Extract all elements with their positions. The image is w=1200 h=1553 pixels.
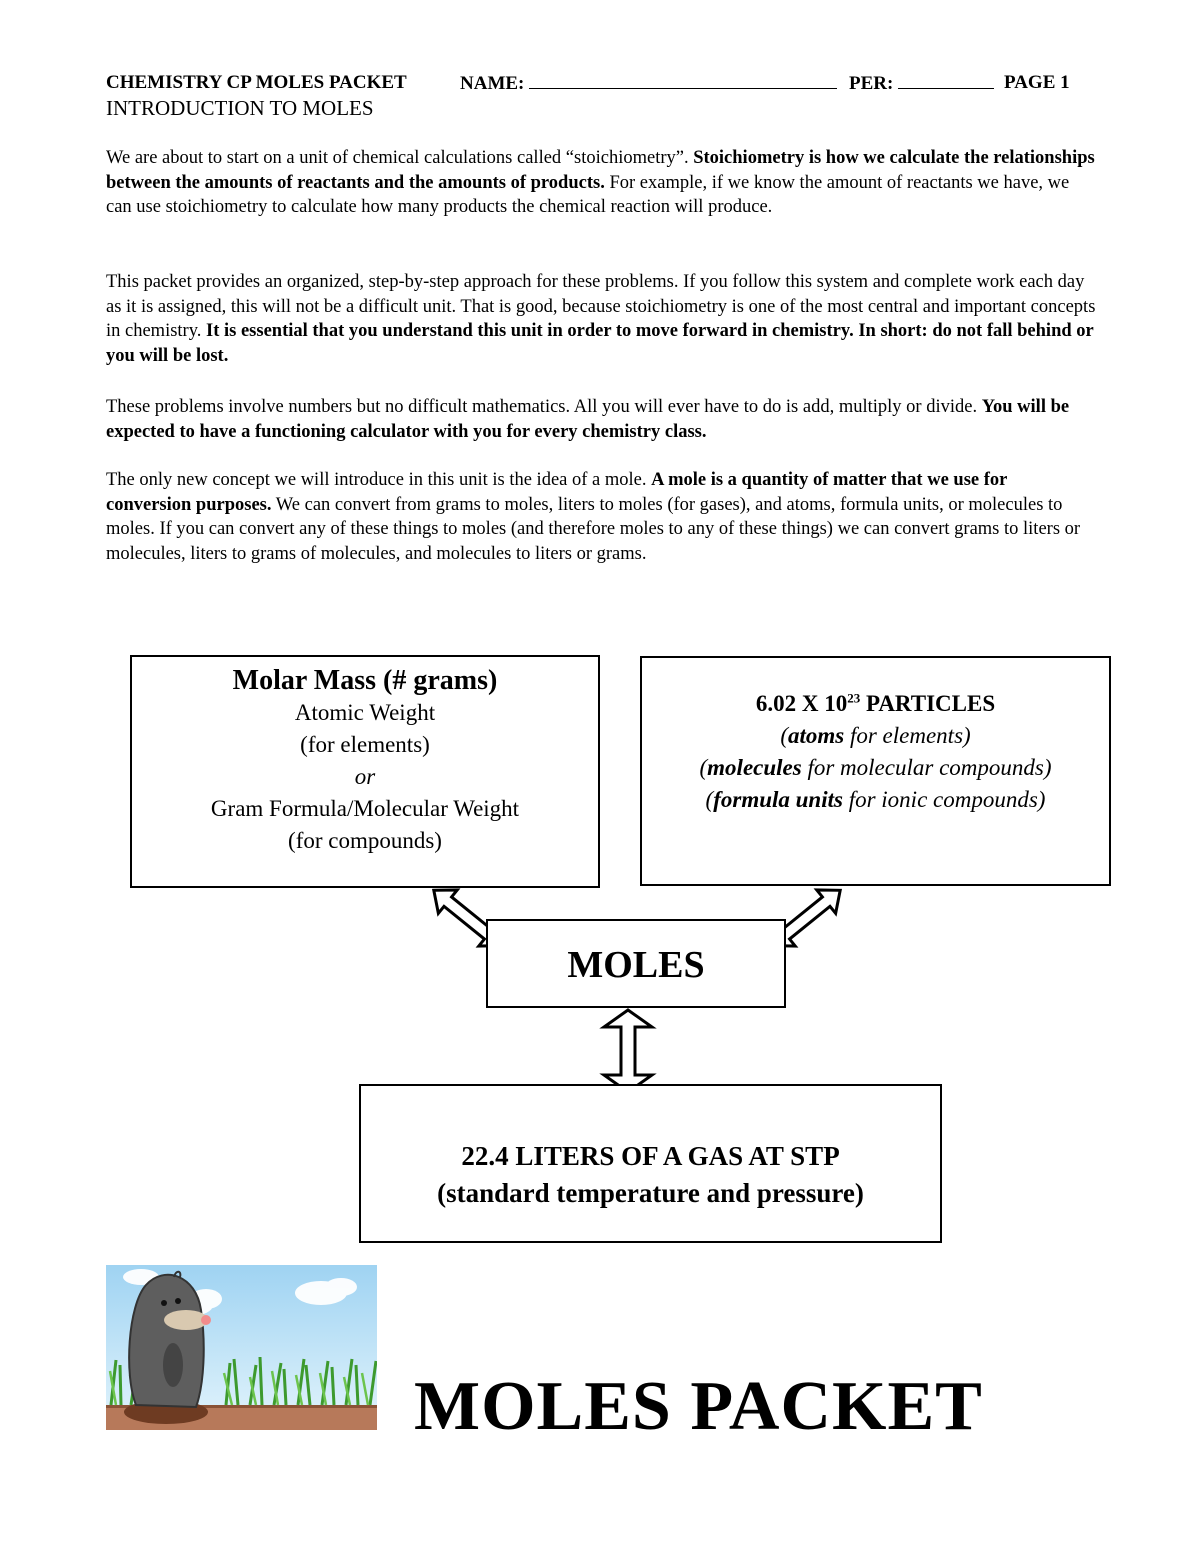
gas-volume-title: 22.4 LITERS OF A GAS AT STP xyxy=(461,1141,840,1171)
atoms-line xyxy=(642,720,1109,752)
atoms-rest: for elements) xyxy=(844,723,971,748)
name-label: NAME: xyxy=(460,73,525,94)
formula-units-paren: ( xyxy=(705,787,714,812)
p4-text-end: We can convert from grams to moles, liters to moles (for gases), and atoms, formula units, or molecules to moles. If you can convert any of these things to moles (and therefore moles to any of these things) we can convert grams to liters or molecules, liters to grams of molecules, and molecules to liters or grams. xyxy=(106,494,1081,565)
p3-bold: You will be expected to have a functioning calculator with you for every chemistry class. xyxy=(106,397,1070,442)
molecules-rest: for molecular compounds) xyxy=(801,755,1052,780)
p1-text-end: For example, if we know the amount of reactants we have, we can use stoichiometry to calculate how many products the chemical reaction will produce. xyxy=(106,172,1070,218)
p1-text: We are about to start on a unit of chemical calculations called “stoichiometry”. xyxy=(106,148,694,168)
for-elements-label: (for elements) xyxy=(300,732,430,757)
p4-bold: A mole is a quantity of matter that we use for conversion purposes. xyxy=(106,470,1008,515)
formula-units-rest: for ionic compounds) xyxy=(842,787,1046,812)
particles-word: PARTICLES xyxy=(860,691,996,716)
mole-illustration xyxy=(106,1265,377,1430)
molar-mass-box xyxy=(130,655,600,888)
avogadro-exponent: 23 xyxy=(847,690,861,706)
p2-text: This packet provides an organized, step-by-step approach for these problems. If you follow this system and complete work each day as it is assigned, this will not be a difficult unit. That is good, because stoichiometry is one of the most central and important concepts in chemistry. xyxy=(106,272,1096,342)
p1-bold: Stoichiometry is how we calculate the relationships between the amounts of reactants and the amounts of products. xyxy=(106,148,1095,193)
formula-units-line xyxy=(642,784,1109,816)
course-title: CHEMISTRY CP MOLES PACKET xyxy=(106,72,407,93)
for-compounds-label: (for compounds) xyxy=(288,828,442,853)
p4-text: The only new concept we will introduce in this unit is the idea of a mole. xyxy=(106,470,652,490)
per-label: PER: xyxy=(849,73,894,94)
molar-mass-title: Molar Mass (# grams) xyxy=(232,665,498,696)
moles-box: MOLES xyxy=(486,919,786,1008)
atomic-weight-label: Atomic Weight xyxy=(294,700,436,725)
or-label: or xyxy=(354,764,376,789)
p2-bold: It is essential that you understand this unit in order to move forward in chemistry. In short: do not fall behind or you will be lost. xyxy=(106,321,1094,367)
molecules-paren: ( xyxy=(699,755,708,780)
page-subtitle: INTRODUCTION TO MOLES xyxy=(106,96,374,120)
formula-units-word: formula units xyxy=(713,787,843,812)
p3-text: These problems involve numbers but no difficult mathematics. All you will ever have to do is add, multiply or divide. xyxy=(106,397,982,417)
particles-title xyxy=(642,688,1109,720)
gas-volume-box xyxy=(359,1084,942,1243)
packet-title: MOLES PACKET xyxy=(414,1368,983,1445)
atoms-word: atoms xyxy=(787,723,845,748)
gram-formula-label: Gram Formula/Molecular Weight xyxy=(210,796,520,821)
avogadro-base: 6.02 X 10 xyxy=(755,691,848,716)
atoms-paren: ( xyxy=(780,723,788,748)
molecules-word: molecules xyxy=(707,755,802,780)
vertical-double-arrow-icon xyxy=(604,1010,652,1092)
molecules-line xyxy=(642,752,1109,784)
stp-definition: (standard temperature and pressure) xyxy=(437,1178,864,1208)
page-number: PAGE 1 xyxy=(1004,72,1070,93)
particles-box xyxy=(640,656,1111,886)
